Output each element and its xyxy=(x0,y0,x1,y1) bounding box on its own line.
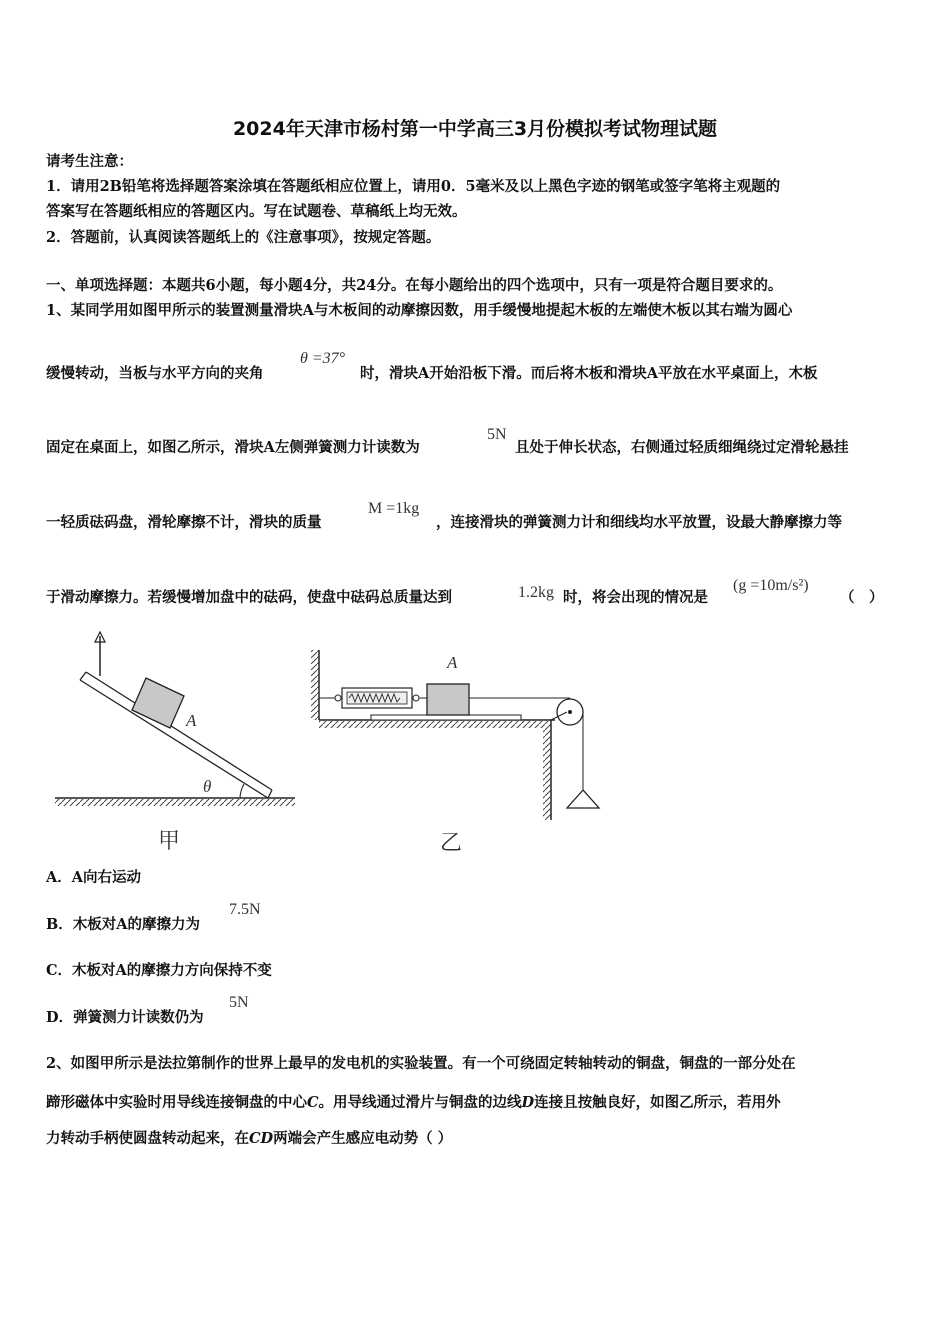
q1-line-3b: 且处于伸长状态，右侧通过轻质细绳绕过定滑轮悬挂 xyxy=(515,439,849,456)
q1-angle: θ =37° xyxy=(300,350,346,367)
angle-arc xyxy=(240,784,244,798)
option-d-value: 5N xyxy=(229,994,249,1011)
ground-hatch xyxy=(55,799,295,806)
wooden-board xyxy=(371,715,521,720)
q1-line-5a: 于滑动摩擦力。若缓慢增加盘中的砝码，使盘中砝码总质量达到 xyxy=(46,589,452,606)
page-title: 2024年天津市杨村第一中学高三3月份模拟考试物理试题 xyxy=(232,118,718,140)
figure-yi xyxy=(305,640,615,855)
figure-yi-caption: 乙 xyxy=(440,831,463,855)
option-c: C．木板对A的摩擦力方向保持不变 xyxy=(46,962,272,979)
notice-line-3: 2．答题前，认真阅读答题纸上的《注意事项》，按规定答题。 xyxy=(46,229,441,246)
block-a-2 xyxy=(427,684,469,715)
q1-line-5b: 时，将会出现的情况是 xyxy=(563,589,708,606)
spring-scale xyxy=(319,688,427,708)
block-a xyxy=(132,678,184,728)
q1-line-4b: ，连接滑块的弹簧测力计和细线均水平放置，设最大静摩擦力等 xyxy=(436,514,842,531)
theta-label: θ xyxy=(203,777,212,796)
q1-line-4a: 一轻质砝码盘，滑轮摩擦不计，滑块的质量 xyxy=(46,514,322,531)
section-heading: 一、单项选择题：本题共6小题，每小题4分，共24分。在每小题给出的四个选项中，只有一项是符合题目要求的。 xyxy=(46,277,783,294)
q1-mass-2: 1.2kg xyxy=(518,584,554,601)
notice-line-1: 1．请用2B铅笔将选择题答案涂填在答题纸相应位置上，请用0．5毫米及以上黑色字迹的钢笔或签字笔将主观题的 xyxy=(46,178,781,195)
q1-mass: M =1kg xyxy=(368,500,420,517)
q1-answer-bracket: （ ） xyxy=(840,589,884,606)
block-a-2-label: A xyxy=(447,653,458,672)
q2-line-1: 2、如图甲所示是法拉第制作的世界上最早的发电机的实验装置。有一个可绕固定转轴转动的铜盘，铜盘的一部分处在 xyxy=(46,1055,796,1072)
notice-line-2: 答案写在答题纸相应的答题区内。写在试题卷、草稿纸上均无效。 xyxy=(46,203,467,220)
notice-heading: 请考生注意： xyxy=(46,153,133,170)
q1-force: 5N xyxy=(487,426,507,443)
option-b: B．木板对A的摩擦力为 xyxy=(46,916,201,933)
option-b-value: 7.5N xyxy=(229,901,261,918)
figure-jia-caption: 甲 xyxy=(158,829,181,854)
weight-pan xyxy=(567,790,599,808)
block-a-label: A xyxy=(186,711,197,730)
inclined-board xyxy=(80,672,272,798)
option-d: D．弹簧测力计读数仍为 xyxy=(46,1009,204,1026)
q1-g-value: (g =10m/s²) xyxy=(733,577,809,594)
q1-line-3a: 固定在桌面上，如图乙所示，滑块A左侧弹簧测力计读数为 xyxy=(46,439,420,456)
q1-line-2b: 时，滑块A开始沿板下滑。而后将木板和滑块A平放在水平桌面上，木板 xyxy=(360,365,818,382)
q2-line-3: 力转动手柄使圆盘转动起来，在CD两端会产生感应电动势（ ） xyxy=(46,1130,453,1147)
q1-line-1: 1、某同学用如图甲所示的装置测量滑块A与木板间的动摩擦因数，用手缓慢地提起木板的左端使木板以其右端为圆心 xyxy=(46,302,793,319)
option-a: A．A向右运动 xyxy=(46,869,142,886)
q1-line-2a: 缓慢转动，当板与水平方向的夹角 xyxy=(46,365,264,382)
figure-jia xyxy=(50,628,300,863)
q2-line-2: 蹄形磁体中实验时用导线连接铜盘的中心C。用导线通过滑片与铜盘的边线D连接且按触良好，如图乙所示，若用外 xyxy=(46,1094,781,1111)
arrow-up-icon xyxy=(95,632,105,676)
